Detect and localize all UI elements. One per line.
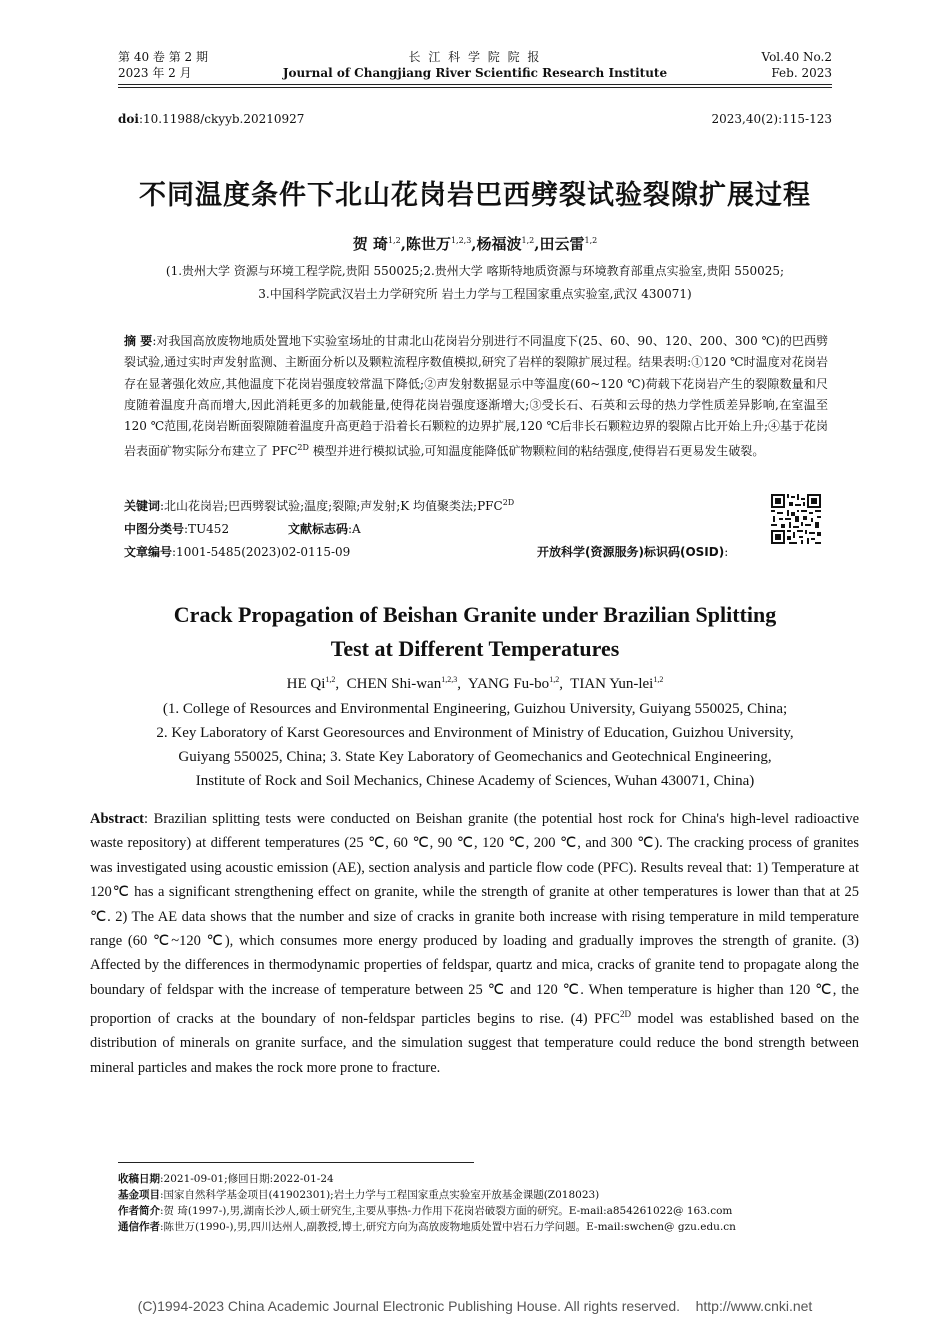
osid-qr-code-icon[interactable] bbox=[771, 494, 821, 544]
keywords bbox=[124, 497, 514, 514]
affiliation-cn-line2: 3.中国科学院武汉岩土力学研究所 岩土力学与工程国家重点实验室,武汉 430071) bbox=[258, 287, 692, 301]
abstract-cn-text-end: 模型并进行模拟试验,可知温度能降低矿物颗粒间的粘结强度,使得岩石更易发生破裂。 bbox=[308, 444, 765, 459]
document-code bbox=[288, 520, 361, 537]
affiliation-en-line4: Institute of Rock and Soil Mechanics, Chinese Academy of Sciences, Wuhan 430071, China) bbox=[195, 773, 755, 789]
affiliation-en-line2: 2. Key Laboratory of Karst Georesources and Environment of Ministry of Education, Guizhou University, bbox=[156, 725, 794, 741]
volume-issue-en: Vol.40 No.2 bbox=[761, 50, 832, 64]
doc-code-label: 文献标志码 bbox=[288, 522, 349, 536]
abstract-en-text: : Brazilian splitting tests were conducted on Beishan granite (the potential host rock for China's high-level radioactive waste repository) at different temperatures (25 ℃, 60 ℃, 90 ℃, 120 ℃, 200 ℃, and 300 ℃). The cracking process of granites was investigated using acoustic emission (AE), section analysis and particle flow code (PFC). Results reveal that: 1) Temperature at 120℃ has a significant strengthening effect on granite, while the strength of granite at other temperatures is lower than that at 25 ℃. 2) The AE data shows that the number and size of cracks in granite both increase with rising temperature in mild temperature range (60 ℃~120 ℃), which consumes more energy produced by loading and gradually improves the strength of granite. (3) Affected by the differences in thermodynamic properties of feldspar, quartz and mica, cracks of granite tend to propagate along the boundary of feldspar with the increase of temperature between 25 ℃ and 120 ℃. When temperature is higher than 120 ℃, the proportion of cracks at the boundary of non-feldspar particles begins to rise. (4) PFC bbox=[90, 811, 859, 1028]
author-en-1: HE Qi$^{1,2}$, bbox=[286, 675, 347, 692]
journal-name-cn: 长 江 科 学 院 院 报 bbox=[408, 50, 542, 64]
author-cn-3: 杨福波$^{1,2}$, bbox=[476, 235, 540, 253]
article-no-label: 文章编号 bbox=[124, 545, 173, 559]
authors-cn bbox=[0, 233, 950, 254]
clc-label: 中图分类号 bbox=[124, 522, 185, 536]
osid-label: 开放科学(资源服务)标识码(OSID) bbox=[537, 545, 725, 559]
footnote-funding: 基金项目:国家自然科学基金项目(41902301);岩土力学与工程国家重点实验室开放基金课题(Z018023) bbox=[118, 1189, 600, 1201]
title-en-line2: Test at Different Temperatures bbox=[330, 636, 620, 661]
abstract-cn bbox=[124, 331, 828, 463]
doi bbox=[118, 112, 304, 126]
affiliation-en-line1: (1. College of Resources and Environmental Engineering, Guizhou University, Guiyang 550025, China; bbox=[162, 701, 788, 717]
author-en-2: CHEN Shi-wan$^{1,2,3}$, bbox=[346, 675, 468, 692]
author-en-3: YANG Fu-bo$^{1,2}$, bbox=[467, 675, 571, 692]
abstract-en-text-end: model was established based on the distribution of minerals on granite surface, and the simulation suggest that temperature could reduce the bond strength between mineral particles and makes the rock more prone to fracture. bbox=[90, 1011, 860, 1076]
title-en-line1: Crack Propagation of Beishan Granite under Brazilian Splitting bbox=[173, 602, 777, 627]
osid-value: : bbox=[724, 545, 729, 559]
journal-name-en: Journal of Changjiang River Scientific Research Institute bbox=[282, 66, 668, 80]
footnote-author-bio: 作者简介:贺 琦(1997-),男,湖南长沙人,硕士研究生,主要从事热-力作用下花岗岩破裂方面的研究。E-mail:a854261022@ 163.com bbox=[118, 1205, 733, 1217]
date-cn: 2023 年 2 月 bbox=[118, 66, 192, 80]
abstract-cn-label: 摘 要 bbox=[124, 334, 153, 348]
osid bbox=[537, 543, 728, 560]
header-rule-thick bbox=[118, 84, 832, 85]
clc-value: :TU452 bbox=[184, 522, 230, 536]
author-cn-4: 田云雷$^{1,2}$ bbox=[539, 235, 598, 253]
citation-pages: 2023,40(2):115-123 bbox=[711, 112, 832, 126]
affiliation-en-line3: Guiyang 550025, China; 3. State Key Laboratory of Geomechanics and Geotechnical Engineering, bbox=[178, 749, 772, 765]
abstract-en-sup: 2D bbox=[619, 1009, 631, 1020]
author-en-4: TIAN Yun-lei$^{1,2}$ bbox=[570, 675, 664, 692]
title-cn: 不同温度条件下北山花岗岩巴西劈裂试验裂隙扩展过程 bbox=[139, 180, 811, 211]
abstract-cn-text: :对我国高放废物地质处置地下实验室场址的甘肃北山花岗岩分别进行不同温度下(25、60、90、120、200、300 ℃)的巴西劈裂试验,通过实时声发射监测、主断面分析以及颗粒流程序数值模拟,研究了岩样的裂隙扩展过程。结果表明:①120 ℃时温度对花岗岩存在显著强化效应,其他温度下花岗岩强度较常温下降低;②声发射数据显示中等温度(60~120 ℃)荷载下花岗岩产生的裂隙数量和尺度随着温度升高而增大,因此消耗更多的加载能量,使得花岗岩强度逐渐增大;③受长石、石英和云母的热力学性质差异影响,在室温至 120 ℃范围,花岗岩断面裂隙随着温度升高更趋于沿着长石颗粒的边界扩展,120 ℃后非长石颗粒边界的裂隙占比开始上升;④基于花岗岩表面矿物实际分布建立了 PFC bbox=[124, 334, 828, 459]
author-cn-2: 陈世万$^{1,2,3}$, bbox=[405, 235, 477, 253]
keywords-label: 关键词 bbox=[124, 499, 161, 513]
header-rule-thin bbox=[118, 87, 832, 88]
doi-value[interactable]: :10.11988/ckyyb.20210927 bbox=[138, 112, 305, 126]
date-en: Feb. 2023 bbox=[771, 66, 832, 80]
doc-code-value: :A bbox=[348, 522, 361, 536]
author-cn-1: 贺 琦$^{1,2}$, bbox=[352, 235, 406, 253]
footnote-dates: 收稿日期:2021-09-01;修回日期:2022-01-24 bbox=[118, 1173, 334, 1185]
clc-number bbox=[124, 520, 229, 537]
doi-label: doi bbox=[118, 112, 139, 126]
keywords-text: :北山花岗岩;巴西劈裂试验;温度;裂隙;声发射;K 均值聚类法;PFC bbox=[160, 499, 503, 513]
authors-en bbox=[0, 675, 950, 693]
article-number bbox=[124, 543, 350, 560]
keywords-sup: 2D bbox=[502, 498, 515, 507]
volume-issue-cn: 第 40 卷 第 2 期 bbox=[118, 50, 208, 64]
affiliation-cn-line1: (1.贵州大学 资源与环境工程学院,贵阳 550025;2.贵州大学 喀斯特地质资源与环境教育部重点实验室,贵阳 550025; bbox=[165, 264, 785, 278]
copyright-notice: (C)1994-2023 China Academic Journal Electronic Publishing House. All rights reserved. http://www.cnki.net bbox=[137, 1298, 813, 1314]
abstract-en bbox=[90, 807, 859, 1080]
abstract-cn-sup: 2D bbox=[297, 443, 309, 453]
abstract-en-label: Abstract bbox=[90, 811, 144, 827]
footnote-rule bbox=[118, 1162, 474, 1163]
article-no-value: :1001-5485(2023)02-0115-09 bbox=[172, 545, 351, 559]
journal-issue-en bbox=[762, 49, 833, 81]
footnote-corresponding-author: 通信作者:陈世万(1990-),男,四川达州人,副教授,博士,研究方向为高放废物地质处置中岩石力学问题。E-mail:swchen@ gzu.edu.cn bbox=[118, 1221, 736, 1233]
